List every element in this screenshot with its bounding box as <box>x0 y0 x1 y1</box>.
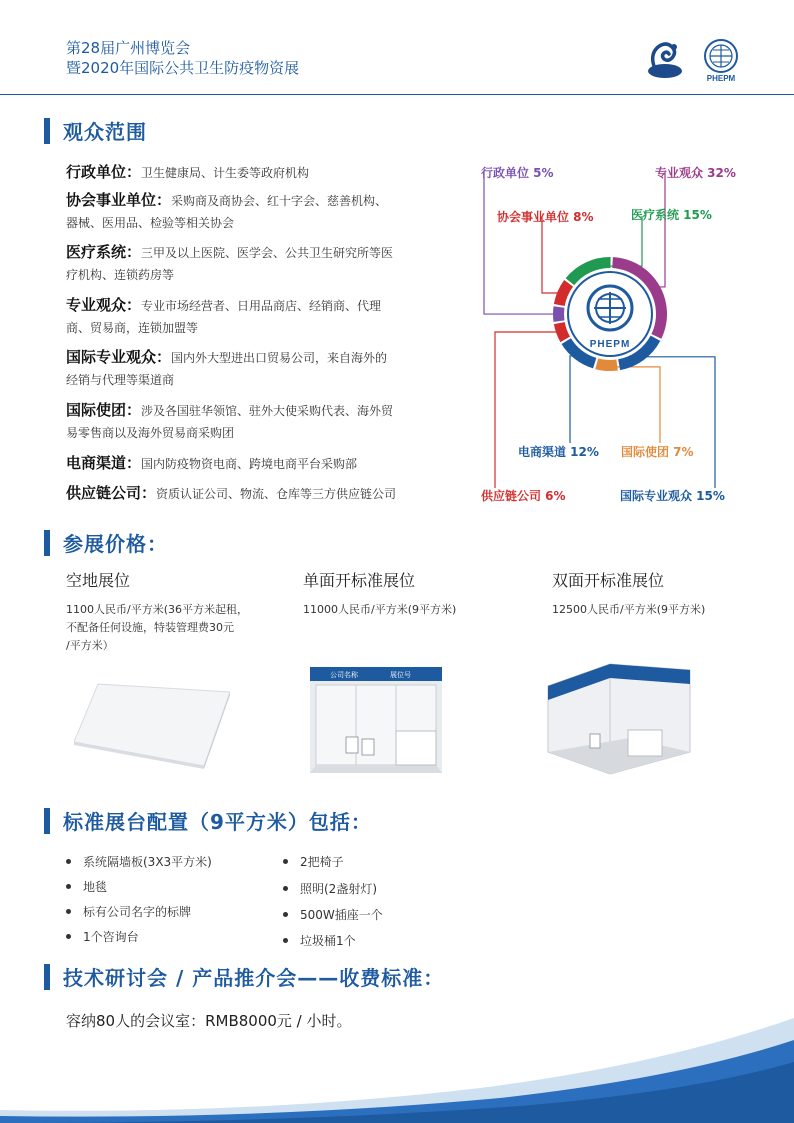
equipment-item-text: 1个咨询台 <box>83 930 139 944</box>
price-name: 单面开标准展位 <box>303 571 416 590</box>
equipment-item <box>283 853 344 870</box>
pie-label-intl-professional: 国际专业观众 15% <box>620 489 725 503</box>
audience-label: 专业观众： <box>66 296 142 314</box>
audience-item-supply-chain <box>66 482 458 505</box>
audience-label: 国际专业观众： <box>66 348 172 366</box>
phepm-logo-icon <box>700 38 742 84</box>
pie-label-ecommerce: 电商渠道 12% <box>518 445 599 459</box>
donut-center-text: PHEPM <box>589 339 631 350</box>
price-desc-line: 12500人民币/平方米(9平方米) <box>552 603 706 616</box>
audience-text: 国内防疫物资电商、跨境电商平台采购部 <box>141 457 358 471</box>
audience-item-admin <box>66 161 458 184</box>
section-bar <box>44 964 50 990</box>
double-open-booth-image <box>540 656 696 778</box>
price-desc <box>303 601 523 619</box>
audience-text: 国内外大型进出口贸易公司，来自海外的 <box>171 351 388 365</box>
equipment-item <box>283 906 383 923</box>
audience-label: 电商渠道： <box>66 454 142 472</box>
equipment-item <box>66 878 107 895</box>
price-double-open <box>552 568 772 619</box>
audience-item-intl-professional <box>66 346 458 391</box>
donut-leader-line <box>542 216 561 293</box>
pricing-title: 参展价格： <box>63 532 168 556</box>
audience-item-ecommerce <box>66 452 458 475</box>
bullet <box>283 938 288 943</box>
donut-leader-line <box>570 356 578 443</box>
audience-label: 国际使团： <box>66 401 142 419</box>
bullet <box>66 859 71 864</box>
audience-item-medical <box>66 241 458 286</box>
bullet <box>66 909 71 914</box>
equipment-item-text: 照明(2盏射灯) <box>300 882 377 896</box>
donut-slice <box>595 358 618 371</box>
phepm-logo-text: PHEPM <box>706 74 736 83</box>
equipment-item <box>66 928 139 945</box>
audience-label: 协会事业单位： <box>66 191 172 209</box>
pie-label-medical: 医疗系统 15% <box>631 208 712 222</box>
audience-text-cont: 疗机构、连锁药房等 <box>66 268 175 282</box>
equipment-item <box>283 880 377 897</box>
section-pricing-heading <box>44 528 168 557</box>
pie-label-professional: 专业观众 32% <box>655 166 736 180</box>
pie-label-intl-mission: 国际使团 7% <box>621 445 694 459</box>
audience-text: 资质认证公司、物流、仓库等三方供应链公司 <box>156 487 397 501</box>
section-bar <box>44 530 50 556</box>
audience-text-cont: 器械、医用品、检验等相关协会 <box>66 216 235 230</box>
audience-text-cont: 易零售商以及海外贸易商采购团 <box>66 426 235 440</box>
donut-leader-line <box>641 357 715 488</box>
audience-text: 三甲及以上医院、医学会、公共卫生研究所等医 <box>141 246 394 260</box>
audience-text: 卫生健康局、计生委等政府机构 <box>141 166 310 180</box>
equipment-item-text: 500W插座一个 <box>300 908 383 922</box>
bullet <box>283 886 288 891</box>
booth-sign-company: 公司名称 <box>330 671 358 679</box>
audience-label: 医疗系统： <box>66 243 142 261</box>
audience-text: 采购商及商协会、红十字会、慈善机构、 <box>171 194 388 208</box>
header-line1: 第28届广州博览会 <box>66 39 191 57</box>
booth-sign-number: 展位号 <box>390 671 411 679</box>
donut-leader-line <box>495 332 560 488</box>
donut-slice <box>553 306 564 322</box>
price-raw-space <box>66 568 286 655</box>
audience-item-intl-mission <box>66 399 458 444</box>
audience-text-cont: 商、贸易商，连锁加盟等 <box>66 321 199 335</box>
equipment-item <box>66 853 212 870</box>
equipment-item-text: 2把椅子 <box>300 855 344 869</box>
audience-label: 供应链公司： <box>66 484 157 502</box>
equipment-item-text: 系统隔墙板(3X3平方米) <box>83 855 212 869</box>
fair-logo-icon <box>644 38 686 80</box>
price-desc-line: 1100人民币/平方米(36平方米起租， <box>66 603 248 616</box>
section-bar <box>44 808 50 834</box>
pie-label-admin: 行政单位 5% <box>481 166 554 180</box>
audience-label: 行政单位： <box>66 163 142 181</box>
header-title <box>66 38 299 78</box>
seminar-title: 技术研讨会 / 产品推介会——收费标准： <box>63 966 445 990</box>
equipment-item-text: 地毯 <box>83 880 108 894</box>
equipment-item <box>66 903 191 920</box>
donut-leader-line <box>607 367 660 443</box>
audience-title: 观众范围 <box>63 120 147 144</box>
price-desc-line: 不配备任何设施，特装管理费30元 <box>66 621 234 634</box>
audience-item-professional <box>66 294 458 339</box>
equipment-item-text: 标有公司名字的标牌 <box>83 905 192 919</box>
donut-leader-line <box>656 172 665 287</box>
equipment-title: 标准展台配置（9平方米）包括： <box>63 810 372 834</box>
equipment-item <box>283 932 356 949</box>
audience-item-association <box>66 189 458 234</box>
bullet <box>66 884 71 889</box>
price-name: 空地展位 <box>66 571 131 590</box>
seminar-text: 容纳80人的会议室：RMB8000元 / 小时。 <box>66 1012 352 1030</box>
price-name: 双面开标准展位 <box>552 571 665 590</box>
pie-label-association: 协会事业单位 8% <box>497 210 594 224</box>
bullet <box>66 934 71 939</box>
section-bar <box>44 118 50 144</box>
phepm-globe-icon <box>588 286 632 330</box>
section-audience-heading <box>44 116 147 145</box>
equipment-item-text: 垃圾桶1个 <box>300 934 356 948</box>
audience-text-cont: 经销与代理等渠道商 <box>66 373 175 387</box>
price-desc-line: 11000人民币/平方米(9平方米) <box>303 603 457 616</box>
bullet <box>283 859 288 864</box>
price-desc <box>552 601 772 619</box>
pie-label-supply-chain: 供应链公司 6% <box>481 489 566 503</box>
audience-text: 专业市场经营者、日用品商店、经销商、代理 <box>141 299 382 313</box>
price-single-open <box>303 568 523 619</box>
single-open-booth-image <box>304 663 446 777</box>
price-desc-line: /平方米） <box>66 639 114 652</box>
section-equipment-heading <box>44 806 372 835</box>
header-line2: 暨2020年国际公共卫生防疫物资展 <box>66 59 300 77</box>
bullet <box>283 912 288 917</box>
raw-space-floor-image <box>74 680 230 770</box>
header-divider <box>0 94 794 95</box>
price-desc <box>66 601 286 655</box>
audience-text: 涉及各国驻华领馆、驻外大使采购代表、海外贸 <box>141 404 394 418</box>
section-seminar-heading <box>44 962 444 991</box>
